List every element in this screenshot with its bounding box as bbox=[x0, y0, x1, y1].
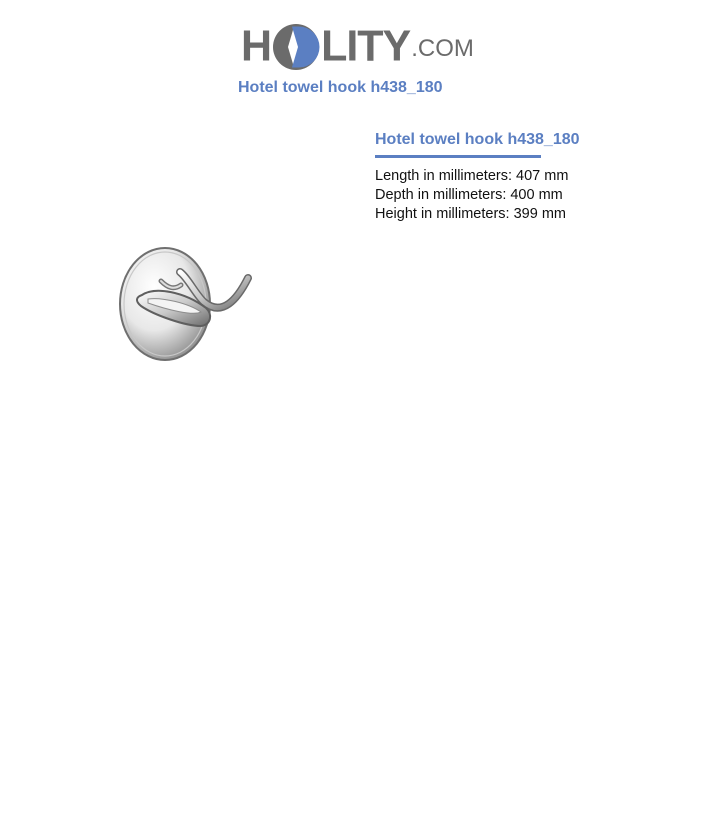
logo-letter-h: H bbox=[241, 21, 272, 71]
product-details bbox=[375, 131, 675, 224]
logo-domain-suffix: .COM bbox=[411, 35, 474, 62]
product-name: Hotel towel hook h438_180 bbox=[375, 131, 580, 148]
spec-depth: Depth in millimeters: 400 mm bbox=[375, 187, 563, 203]
logo-letters-lity: LITY bbox=[321, 21, 411, 71]
spec-length: Length in millimeters: 407 mm bbox=[375, 168, 569, 184]
towel-hook-photo-icon bbox=[110, 240, 260, 370]
title-underline bbox=[375, 155, 541, 158]
logo-o-mark-icon bbox=[272, 23, 320, 71]
holity-logo bbox=[241, 10, 481, 71]
product-specs bbox=[375, 167, 675, 224]
spec-height: Height in millimeters: 399 mm bbox=[375, 206, 566, 222]
page-title: Hotel towel hook h438_180 bbox=[238, 79, 443, 96]
